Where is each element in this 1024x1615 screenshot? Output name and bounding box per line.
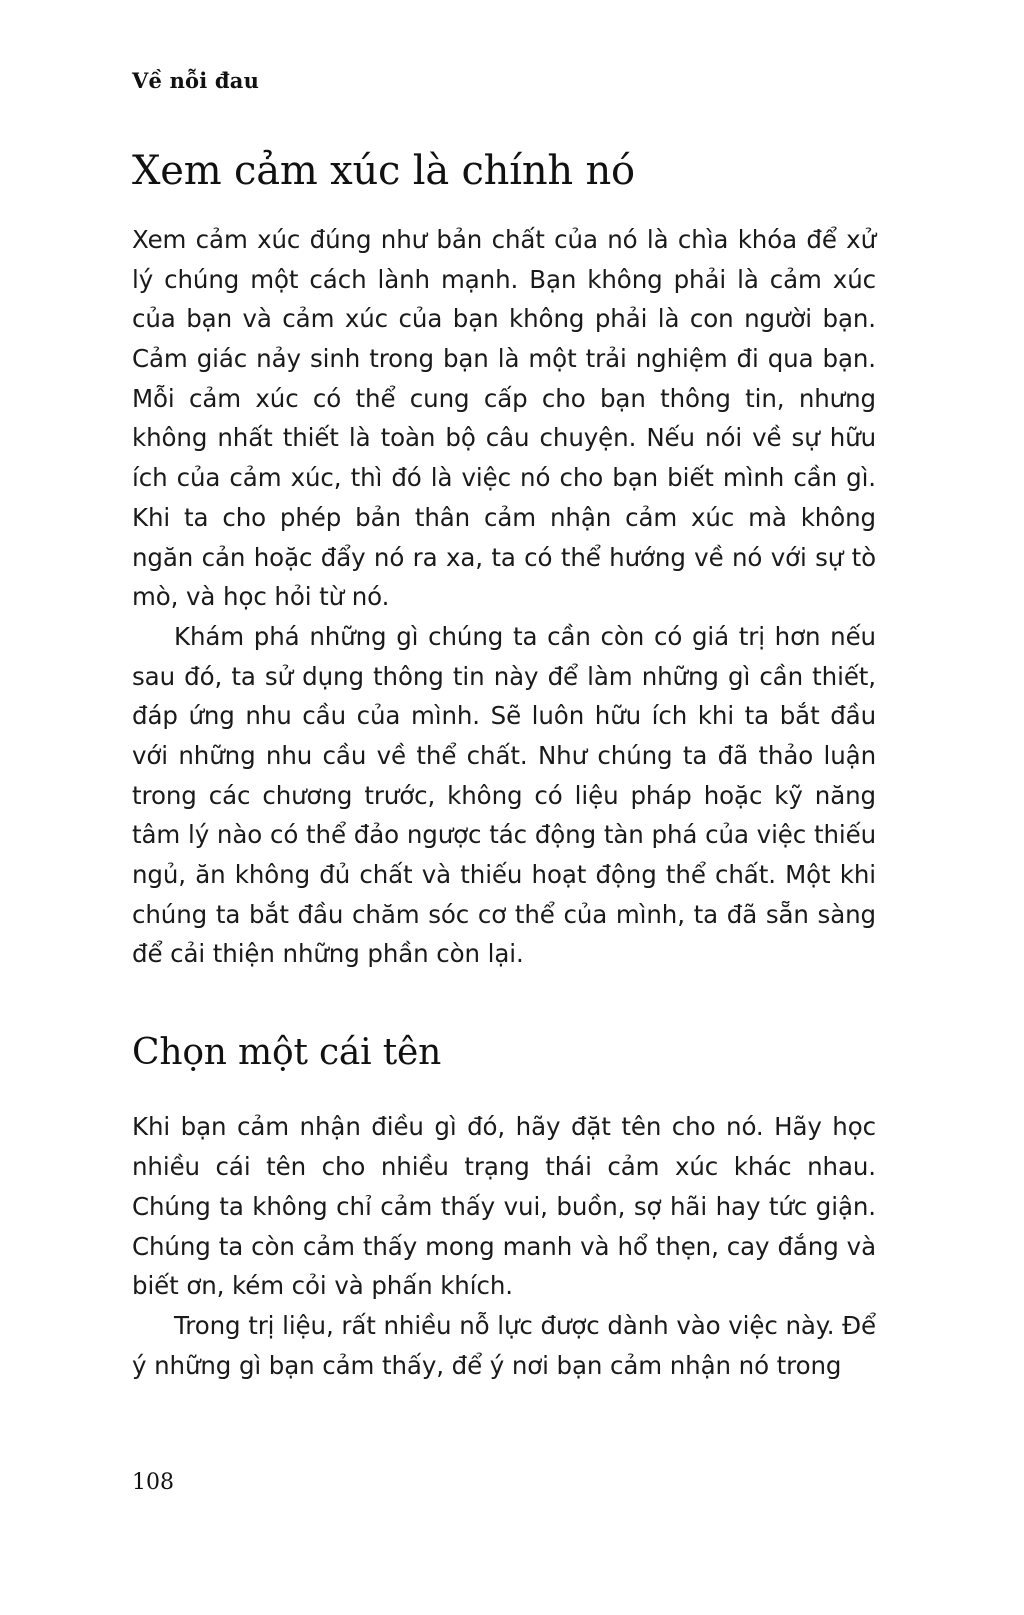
paragraph-3: Khi bạn cảm nhận điều gì đó, hãy đặt tên cho nó. Hãy học nhiều cái tên cho nhiều trạng thái cảm xúc khác nhau. Chúng ta không chỉ cảm thấy vui, buồn, sợ hãi hay tức giận. Chúng ta còn cảm thấy mong manh và hổ thẹn, cay đắng và biết ơn, kém cỏi và phấn khích. <box>132 1112 876 1301</box>
paragraph-1: Xem cảm xúc đúng như bản chất của nó là chìa khóa để xử lý chúng một cách lành mạnh. Bạn không phải là cảm xúc của bạn và cảm xúc của bạn không phải là con người bạn. Cảm giác nảy sinh trong bạn là một trải nghiệm đi qua bạn. Mỗi cảm xúc có thể cung cấp cho bạn thông tin, nhưng không nhất thiết là toàn bộ câu chuyện. Nếu nói về sự hữu ích của cảm xúc, thì đó là việc nó cho bạn biết mình cần gì. Khi ta cho phép bản thân cảm nhận cảm xúc mà không ngăn cản hoặc đẩy nó ra xa, ta có thể hướng về nó với sự tò mò, và học hỏi từ nó. <box>132 225 876 612</box>
section-spacer <box>132 974 876 1032</box>
section-heading-1: Xem cảm xúc là chính nó <box>132 148 635 194</box>
section-heading-2: Chọn một cái tên <box>132 1032 442 1074</box>
paragraph-2: Khám phá những gì chúng ta cần còn có giá trị hơn nếu sau đó, ta sử dụng thông tin này để làm những gì cần thiết, đáp ứng nhu cầu của mình. Sẽ luôn hữu ích khi ta bắt đầu với những nhu cầu về thể chất. Như chúng ta đã thảo luận trong các chương trước, không có liệu pháp hoặc kỹ năng tâm lý nào có thể đảo ngược tác động tàn phá của việc thiếu ngủ, ăn không đủ chất và thiếu hoạt động thể chất. Một khi chúng ta bắt đầu chăm sóc cơ thể của mình, ta đã sẵn sàng để cải thiện những phần còn lại. <box>132 621 876 969</box>
page-content <box>132 148 876 1385</box>
page-number: 108 <box>132 1470 174 1495</box>
paragraph-4: Trong trị liệu, rất nhiều nỗ lực được dành vào việc này. Để ý những gì bạn cảm thấy, để ý nơi bạn cảm nhận nó trong <box>132 1310 876 1380</box>
running-head: Về nỗi đau <box>132 68 260 93</box>
